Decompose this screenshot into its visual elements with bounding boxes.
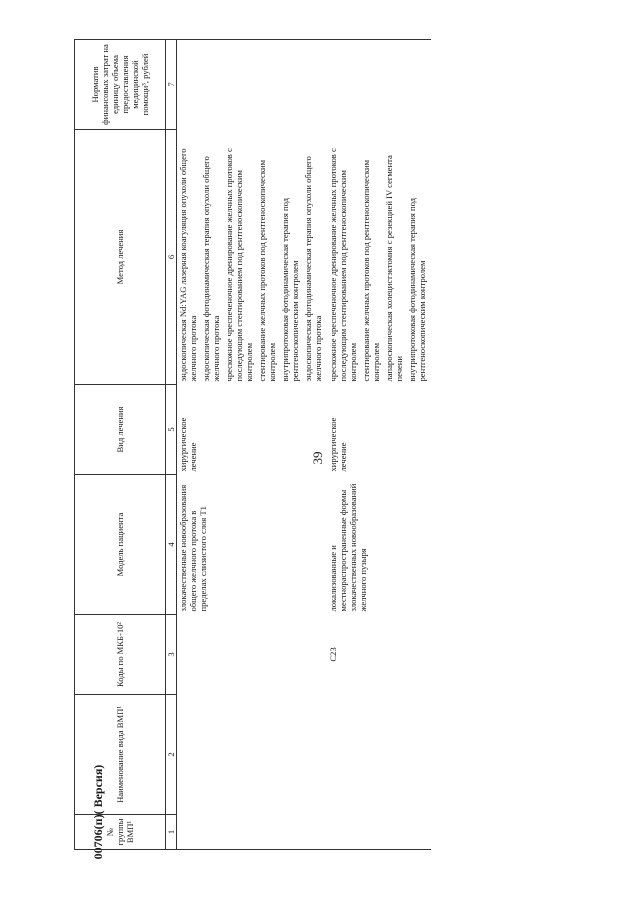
header-icd-codes: Коды по МКБ-10² [75, 615, 166, 695]
method-item: внутрипротоковая фотодинамическая терапия под рентгеноскопическим контролем [407, 197, 427, 382]
table-header-row [75, 40, 166, 850]
page-content [74, 40, 594, 850]
column-number-row [166, 40, 177, 850]
header-patient-model: Модель пациента [75, 475, 166, 615]
column-number: 5 [166, 385, 177, 475]
cell-treatment-methods [327, 130, 431, 385]
cell-treatment-methods [177, 130, 328, 385]
column-number: 6 [166, 130, 177, 385]
method-item: лапароскопическая холецистэктомия с резекцией IV сегмента печени [384, 155, 404, 382]
cell-group-number [327, 815, 431, 850]
cell-patient-model: локализованные и местнораспространенные формы злокачественных новообразований желчного пузыря [328, 483, 368, 612]
method-item: чрескожное чреспеченочное дренирование желчных протоков с последующим стентированием под рентгеноскопическим контролем [328, 148, 358, 382]
method-item: стентирование желчных протоков под рентгеноскопическим контролем [257, 159, 277, 382]
table-row [327, 40, 431, 850]
cell-cost-standard [177, 40, 328, 130]
method-item: эндоскопическая Nd:YAG лазерная коагуляция опухоли общего желчного протока [178, 148, 198, 382]
cell-vmp-name [177, 695, 328, 815]
method-item: чрескожное чреспеченочное дренирование желчных протоков с последующим стентированием под рентгеноскопическим контролем [224, 148, 254, 382]
header-group-number: № группы ВМП¹ [75, 815, 166, 850]
column-number: 1 [166, 815, 177, 850]
page-number-text: 39 [310, 451, 325, 465]
cell-treatment-type: хирургическое лечение [178, 417, 198, 472]
cell-patient-model: злокачественные новообразования общего желчного протока в пределах слизистого слоя T1 [178, 484, 208, 612]
header-cost-standard: Норматив финансовых затрат на единицу объема предоставления медицинской помощи³, рублей [75, 40, 166, 130]
footer-code-text: 00706(п)( Версия) [91, 764, 105, 860]
header-treatment-method: Метод лечения [75, 130, 166, 385]
column-number: 7 [166, 40, 177, 130]
column-number: 2 [166, 695, 177, 815]
cell-cost-standard [327, 40, 431, 130]
header-treatment-type: Вид лечения [75, 385, 166, 475]
method-item: эндоскопическая фотодинамическая терапия опухоли общего желчного протока [201, 156, 221, 382]
method-item: стентирование желчных протоков под рентгеноскопическим контролем [361, 159, 381, 382]
column-number: 3 [166, 615, 177, 695]
cell-icd-codes [177, 615, 328, 695]
cell-vmp-name [327, 695, 431, 815]
vmp-table [74, 39, 431, 850]
table-row [177, 40, 328, 850]
header-vmp-name: Наименование вида ВМП¹ [75, 695, 166, 815]
cell-icd-codes: C23 [328, 647, 338, 662]
cell-treatment-type: хирургическое лечение [328, 417, 348, 472]
method-item: внутрипротоковая фотодинамическая терапия под рентгеноскопическим контролем [280, 197, 300, 382]
column-number: 4 [166, 475, 177, 615]
method-item: эндоскопическая фотодинамическая терапия опухоли общего желчного протока [303, 156, 323, 382]
cell-group-number [177, 815, 328, 850]
